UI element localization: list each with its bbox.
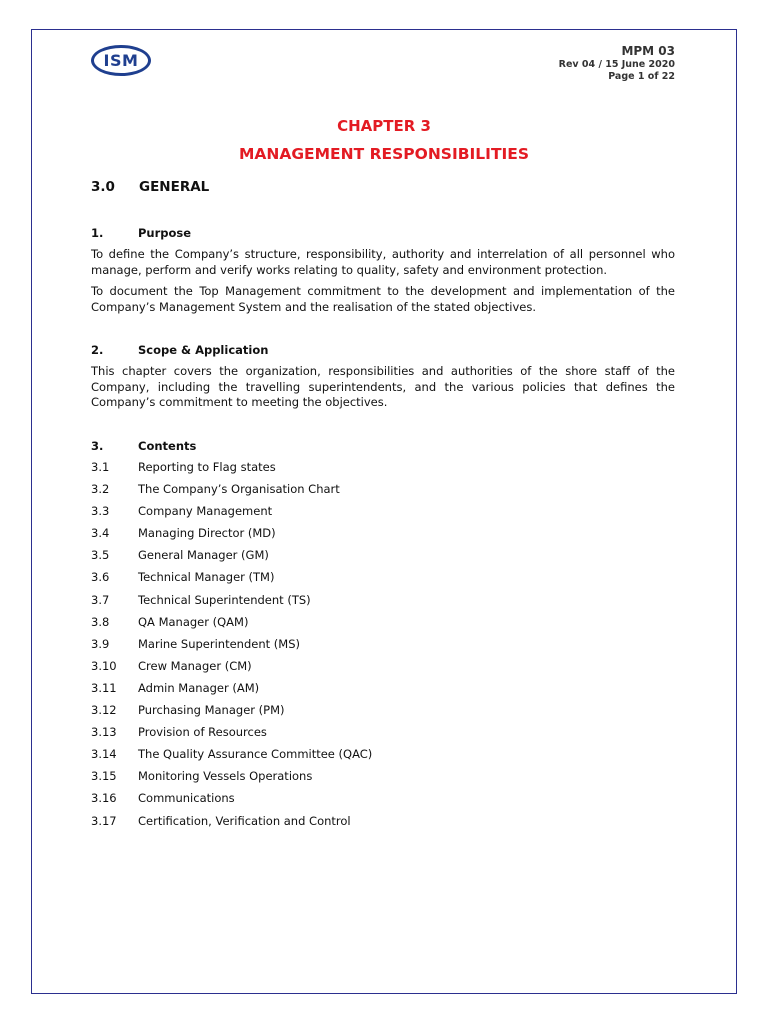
contents-item [91,725,675,747]
scope-number: 2. [91,343,104,357]
contents-item [91,659,675,681]
contents-item [91,504,675,526]
contents-item-number: 3.8 [91,614,110,629]
contents-item-number: 3.16 [91,791,117,806]
contents-item [91,681,675,703]
contents-item [91,460,675,482]
contents-item-number: 3.2 [91,482,110,497]
purpose-heading [91,226,191,240]
contents-item-label: Reporting to Flag states [138,460,276,474]
contents-title: Contents [138,439,197,453]
contents-item-label: Provision of Resources [138,725,267,740]
purpose-paragraph-1: To define the Company’s structure, responsibility, authority and interrelation of all personnel who manage, perform and verify works relating to quality, safety and environment protection. [91,247,675,277]
section-heading [91,179,209,195]
contents-item-label: QA Manager (QAM) [138,614,249,629]
contents-item [91,593,675,615]
scope-paragraph: This chapter covers the organization, responsibilities and authorities of the shore staff of the Company, including the travelling superintendents, and the various policies that defines the Company’s commitment to meeting the objectives. [91,364,675,409]
contents-item [91,747,675,769]
section-number: 3.0 [91,179,115,195]
contents-item-label: The Quality Assurance Committee (QAC) [138,747,373,762]
contents-item-label: Monitoring Vessels Operations [138,769,313,784]
revision-date: Rev 04 / 15 June 2020 [558,59,675,70]
contents-item-number: 3.13 [91,725,117,740]
contents-item-label: Managing Director (MD) [138,526,276,541]
contents-item [91,769,675,791]
contents-item-number: 3.4 [91,526,110,541]
document-metadata [559,44,675,83]
contents-item [91,637,675,659]
contents-item-label: The Company’s Organisation Chart [138,482,340,497]
contents-item-number: 3.9 [91,636,110,651]
contents-item-number: 3.1 [91,460,110,474]
logo-text: ISM [103,51,139,70]
contents-item [91,548,675,570]
contents-list [91,460,675,836]
contents-item [91,814,675,836]
chapter-subtitle: MANAGEMENT RESPONSIBILITIES [238,145,530,163]
contents-item [91,526,675,548]
contents-item-number: 3.11 [91,680,117,695]
contents-item-number: 3.5 [91,548,110,563]
contents-item [91,703,675,725]
contents-item-number: 3.17 [91,813,117,828]
contents-item [91,482,675,504]
purpose-title: Purpose [138,226,192,240]
contents-item-number: 3.3 [91,504,110,519]
scope-heading [91,343,268,357]
contents-item-label: General Manager (GM) [138,548,269,563]
contents-item [91,615,675,637]
contents-item-label: Certification, Verification and Control [138,813,351,828]
contents-item [91,791,675,813]
contents-item-label: Purchasing Manager (PM) [138,703,285,718]
purpose-number: 1. [91,226,104,240]
ism-logo [91,45,151,76]
contents-item-number: 3.15 [91,769,117,784]
contents-heading [91,439,196,453]
purpose-paragraph-2: To document the Top Management commitment to the development and implementation of the Company’s Management System and the realisation of the stated objectives. [91,284,675,314]
contents-item-number: 3.7 [91,592,110,607]
contents-item-label: Technical Manager (TM) [138,570,275,585]
scope-title: Scope & Application [138,343,269,357]
document-code: MPM 03 [621,44,675,58]
page-number: Page 1 of 22 [608,71,675,82]
contents-item-number: 3.12 [91,703,117,718]
contents-item-label: Crew Manager (CM) [138,658,252,673]
contents-item-number: 3.10 [91,658,117,673]
contents-item-label: Admin Manager (AM) [138,680,260,695]
contents-item-label: Communications [138,791,235,806]
section-title: GENERAL [139,179,210,195]
contents-item-label: Technical Superintendent (TS) [138,592,311,607]
contents-item-number: 3.6 [91,570,110,585]
contents-item [91,570,675,592]
chapter-title: CHAPTER 3 [337,117,431,135]
contents-item-label: Marine Superintendent (MS) [138,636,300,651]
contents-item-number: 3.14 [91,747,117,762]
contents-item-label: Company Management [138,504,273,519]
contents-number: 3. [91,439,104,453]
